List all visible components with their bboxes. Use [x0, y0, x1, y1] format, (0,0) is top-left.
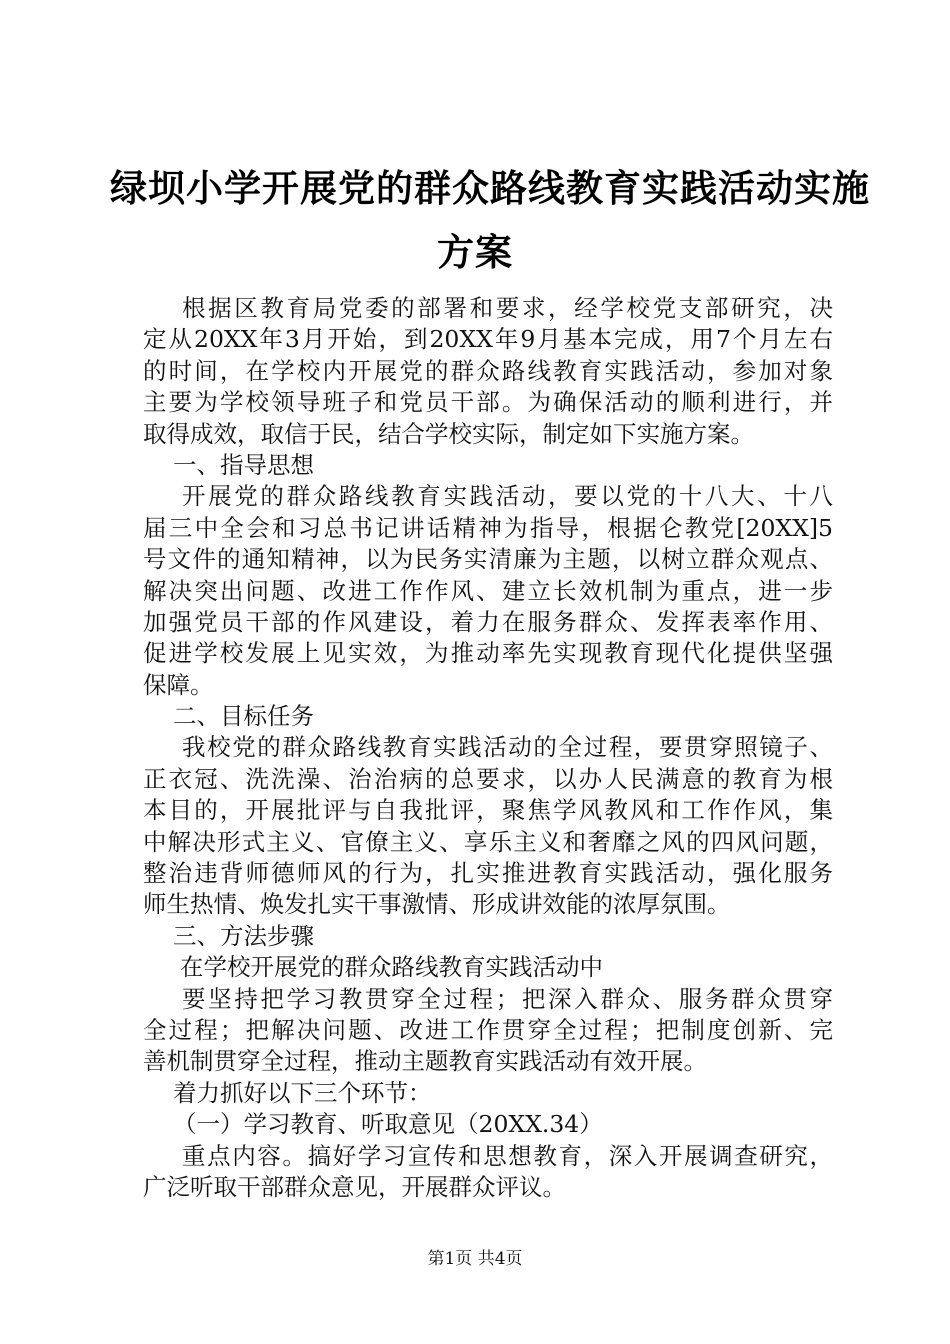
paragraph-line: 要坚持把学习教贯穿全过程；把深入群众、服务群众贯穿 [182, 984, 833, 1013]
paragraph-line: 取得成效，取信于民，结合学校实际，制定如下实施方案。 [143, 419, 754, 448]
paragraph-line: 保障。 [143, 670, 214, 699]
paragraph-line: 定从20XX年3月开始，到20XX年9月基本完成，用7个月左右 [143, 325, 833, 354]
page-number-footer: 第1页 共4页 [427, 1249, 523, 1269]
paragraph-line: 加强党员干部的作风建设，着力在服务群众、发挥表率作用、 [143, 607, 833, 636]
paragraph-line: 主要为学校领导班子和党员干部。为确保活动的顺利进行，并 [143, 388, 833, 417]
paragraph-line: 届三中全会和习总书记讲话精神为指导，根据仑教党[20XX]5 [143, 513, 833, 542]
section-heading: 二、目标任务 [173, 702, 314, 731]
paragraph-line: 整治违背师德师风的行为，扎实推进教育实践活动，强化服务 [143, 859, 833, 888]
subsection-heading: （一）学习教育、听取意见（20XX.34） [173, 1110, 603, 1139]
paragraph-line: 号文件的通知精神，以为民务实清廉为主题，以树立群众观点、 [143, 545, 833, 574]
paragraph-line: 善机制贯穿全过程，推动主题教育实践活动有效开展。 [143, 1047, 707, 1076]
paragraph-line: 着力抓好以下三个环节： [173, 1078, 432, 1107]
paragraph-line: 广泛听取干部群众意见，开展群众评议。 [143, 1172, 566, 1201]
paragraph-line: 开展党的群众路线教育实践活动，要以党的十八大、十八 [182, 482, 833, 511]
paragraph-line: 根据区教育局党委的部署和要求，经学校党支部研究，决 [182, 294, 833, 322]
paragraph-line: 在学校开展党的群众路线教育实践活动中 [180, 953, 603, 982]
document-body [143, 293, 833, 1203]
section-heading: 一、指导思想 [173, 450, 314, 479]
paragraph-line: 解决突出问题、改进工作作风、建立长效机制为重点，进一步 [143, 576, 833, 605]
section-heading: 三、方法步骤 [173, 921, 314, 950]
document-title-line-2: 方案 [437, 230, 513, 274]
paragraph-line: 的时间，在学校内开展党的群众路线教育实践活动，参加对象 [143, 356, 833, 385]
paragraph-line: 我校党的群众路线教育实践活动的全过程，要贯穿照镜子、 [182, 733, 833, 762]
paragraph-line: 本目的，开展批评与自我批评，聚焦学风教风和工作作风，集 [143, 796, 833, 825]
paragraph-line: 重点内容。搞好学习宣传和思想教育，深入开展调查研究， [182, 1141, 833, 1170]
paragraph-line: 中解决形式主义、官僚主义、享乐主义和奢靡之风的四风问题， [143, 827, 833, 856]
paragraph-line: 正衣冠、洗洗澡、治治病的总要求，以办人民满意的教育为根 [143, 764, 833, 793]
paragraph-line: 师生热情、焕发扎实干事激情、形成讲效能的浓厚氛围。 [143, 890, 731, 919]
paragraph-line: 全过程；把解决问题、改进工作贯穿全过程；把制度创新、完 [143, 1015, 833, 1044]
document-title-line-1: 绿坝小学开展党的群众路线教育实践活动实施 [110, 166, 870, 210]
paragraph-line: 促进学校发展上见实效，为推动率先实现教育现代化提供坚强 [143, 639, 833, 668]
